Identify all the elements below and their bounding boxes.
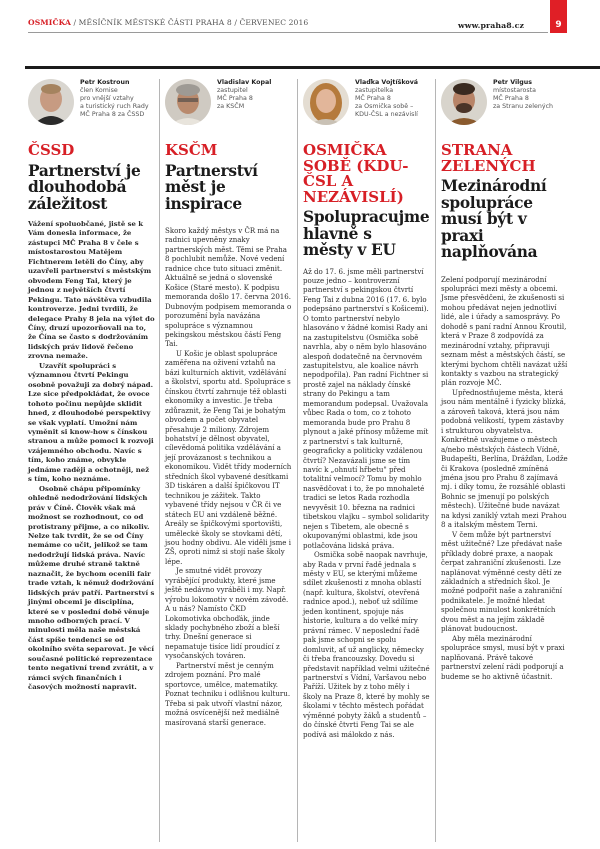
magazine-brand: OSMIČKA: [28, 18, 71, 27]
paragraph: Uzavřít spolupráci s významnou čtvrtí Pekingu osobně považuji za dobrý nápad. Lze sice předpokládat, že ovoce tohoto počinu nepůjde sklidit hned, z dlouhodobé perspektivy se však vyplatí. Umožní nám vyměnit si know-how s čínskou stranou a může pomoci k rozvoji vzájemného obchodu. Navíc s tím, koho známe, obvykle jednáme raději a ochotněji, než s tím, koho neznáme.: [28, 361, 154, 484]
author-block: [441, 79, 568, 131]
author-name: Petr Vilgus: [493, 79, 533, 86]
column-divider: [435, 79, 436, 842]
column-kscm: [165, 79, 292, 847]
column-cssd: [28, 79, 155, 847]
author-role-line: MČ Praha 8: [493, 95, 529, 102]
author-role-line: pro vnější vztahy: [80, 95, 134, 102]
party-name: KSČM: [165, 141, 218, 159]
author-role-line: člen Komise: [80, 87, 118, 94]
paragraph: Je smutné vidět provozy vyrábějící produkty, které jsme ještě nedávno vyráběli i my. Např. výrobu lokomotiv v novém závodě. A u nás? Namísto ČKD Lokomotivka obchoďák, jinde sklady pochybného zboží a bleší trhy. Dnešní generace si nepamatuje tisíce lidí proudící z vysočanských továren.: [165, 566, 289, 661]
author-role-line: zastupitelka: [355, 87, 394, 94]
author-info: [355, 79, 418, 119]
author-photo: [165, 79, 211, 125]
article-title: Spolupracujme hlavně s městy v EU: [303, 208, 430, 259]
paragraph: Osmička sobě naopak navrhuje, aby Rada v první řadě jednala s městy v EU, se kterými můžeme sdílet zkušenosti z mnoha oblastí (např. kultura, školství, otevřená radnice apod.), neboť už sdílíme jeden kontinent, spojuje nás historie, kultura a do velké míry právní rámec. V neposlední řadě pak jsme schopni se spolu domluvit, ať už anglicky, německy či třeba francouzsky. Dovedu si představit například velmi užitečné partnerství s Vídní, Varšavou nebo Paříží. Užitek by z toho měly i školy na Praze 8, které by mohly se školami v těchto městech pořádat výměnné pobyty žáků a studentů – do čínské čtvrti Feng Tai se ale podívá asi málokdo z nás.: [303, 550, 430, 739]
author-block: [303, 79, 430, 131]
author-role-line: místostarosta: [493, 87, 537, 94]
author-block: [165, 79, 292, 131]
paragraph: Aby měla mezinárodní spolupráce smysl, musí být v praxi naplňovaná. Právě takové partnerství zelení rádi podporují a budeme se ho aktivně účastnit.: [441, 633, 565, 681]
author-name: Vlaďka Vojtíšková: [355, 79, 419, 86]
column-divider: [159, 79, 160, 842]
author-info: [80, 79, 149, 119]
author-role-line: MČ Praha 8 za ČSSD: [80, 111, 145, 118]
magazine-subtitle: / MĚSÍČNÍK MĚSTSKÉ ČÁSTI PRAHA 8 / ČERVENEC 2016: [71, 18, 309, 27]
article-body: [441, 275, 568, 681]
party-name: ČSSD: [28, 141, 75, 159]
article-body: [303, 267, 430, 740]
author-role-line: za Osmička sobě –: [355, 103, 414, 110]
paragraph: Skoro každý městys v ČR má na radnici upevněny znaky partnerských měst. Těmi se Praha 8 pochlubit nemůže. Nové vedení radnice chce tuto situaci změnit. Aktuálně se jedná o slovenské Košice (Staré mesto). K podpisu memoranda došlo 17. června 2016. Dubnovým podpisem memoranda o porozumění byla navázána spolupráce s významnou pekingskou městskou částí Feng Tai.: [165, 226, 292, 349]
paragraph: Vážení spoluobčané, jistě se k Vám donesla informace, že zástupci MČ Praha 8 v čele s místostarostou Matějem Fichtnerem letěli do Číny, aby uzavřeli partnerství s městským obvodem Feng Tai, který je jednou z největších čtvrtí Pekingu. Tato návštěva vzbudila kontroverze. Jedni tvrdili, že delegace Prahy 8 jela na výlet do Číny, druzí upozorňovali na to, že Čína se často s dodržováním lidských práv lidově řečeno zrovna nemaže.: [28, 220, 155, 361]
article-title: Partnerství je dlouhodobá záležitost: [28, 161, 141, 213]
author-info: [493, 79, 553, 111]
article-body: [165, 226, 292, 727]
author-block: [28, 79, 155, 131]
author-info: [217, 79, 271, 111]
author-name: Vladislav Kopal: [217, 79, 272, 86]
author-photo: [441, 79, 487, 125]
paragraph: Zelení podporují mezinárodní spolupráci mezi městy a obcemi. Jsme přesvědčeni, že zkušenosti si mohou předávat nejen jednotliví lidé, ale i úřady a samosprávy. Po dohodě s paní radní Annou Kroutil, která v Praze 8 zodpovídá za mezinárodní vztahy, připravuji seznam měst a městských částí, se kterými bychom chtěli navázat užší kontakty s vazbou na strategický plán rozvoje MČ.: [441, 274, 568, 388]
paragraph: Upřednostňujeme města, která jsou nám mentálně i fyzicky blízká, a zároveň taková, která jsou nám podobná velikostí, typem zástavby i strukturou obyvatelstva. Konkrétně uvažujeme o městech a/nebo městských částech Vídně, Budapešti, Berlína, Drážďan, Lodže či Krakova (posledně zmíněná jména jsou pro Prahu 8 zajímavá mj. i díky tomu, že rozsáhlé oblasti Bohnic se jmenují po polských městech). Užitečné bude navázat na kdysi zaniklý vztah mezi Prahou 8 a italským městem Terni.: [441, 387, 568, 530]
page-number: 9: [550, 0, 567, 33]
paragraph: Osobně chápu připomínky ohledně nedodržování lidských práv v Číně. Člověk však má možnost se rozhodnout, co od protistrany přijme, a co nikoliv. Nelze tak tvrdit, že se od Číny nemáme co učit, jelikož se tam nedodržují lidská práva. Navíc můžeme druhé straně taktně naznačit, že bychom ocenili fair trade vztah, k němuž dodržování lidských práv patří. Partnerství s jinými obcemi je disciplína, které se v poslední době věnuje mnoho odborných prací. V minulosti měla naše městská část spíše tendenci se od okolního světa separovat. Je věcí současné politické reprezentace tento negativní trend zvrátit, a v rámci svých finančních i časových možností napravit.: [28, 484, 155, 692]
column-strana-zelenych: [441, 79, 568, 847]
party-name: STRANA ZELENÝCH: [441, 141, 536, 175]
paragraph: Partnerství měst je cenným zdrojem poznání. Pro malé sportovce, umělce, matematiky. Poznat techniku i odlišnou kulturu. Třeba si pak utvoří vlastní názor, možná osvícenější než mediálně masírovaná starší generace.: [165, 660, 291, 727]
author-role-line: a turistický ruch Rady: [80, 103, 149, 110]
author-role-line: zastupitel: [217, 87, 248, 94]
top-rule: [25, 66, 600, 69]
author-role-line: MČ Praha 8: [217, 95, 253, 102]
article-title: Mezinárodní spolupráce musí být v praxi naplňována: [441, 177, 547, 261]
party-name: OSMIČKA SOBĚ (KDU-ČSL A NEZÁVISLÍ): [303, 141, 409, 206]
website-link[interactable]: www.praha8.cz: [457, 21, 524, 30]
article-title: Partnerství měst je inspirace: [165, 161, 258, 213]
paragraph: V čem může být partnerství měst užitečné? Lze předávat naše příklady dobré praxe, a naopak čerpat zahraniční zkušenosti. Lze naplánovat výměnné cesty dětí ze základních a středních škol. Je možné podpořit naše a zahraniční podnikatele. Je možné hledat společnou minulost konkrétních dvou měst a na jejím základě plánovat budoucnost.: [441, 529, 563, 634]
author-photo: [28, 79, 74, 125]
column-divider: [297, 79, 298, 842]
author-photo: [303, 79, 349, 125]
paragraph: U Košic je oblast spolupráce zaměřena na oživení vztahů na bázi kulturních aktivit, vzdělávání a školství, sportu atd. Spolupráce s čínskou čtvrtí zahrnuje též oblasti ekonomiky a investic. Je třeba zdůraznit, že Feng Tai je bohatým obvodem a počet obyvatel přesahuje 2 miliony. Zdrojem bohatství je dělnost obyvatel, cílevědomá politika vzdělávání a její provázanost s technikou a ekonomikou. Vidět třídy moderních středních škol vybavené desítkami 3D tiskáren a další špičkovou IT technikou je zážitek. Takto vybavené třídy nejsou v ČR či ve státech EU ani vzdáleně běžné. Areály se špičkovými sportovišti, uměleckė školy se stovkami dětí, jsou hodny obdivu. Ale viděli jsme i ZŠ, oproti nimž si stojí naše školy lépe.: [165, 348, 292, 566]
author-role-line: MČ Praha 8: [355, 95, 391, 102]
running-header: [28, 18, 548, 33]
author-role-line: za Stranu zelených: [493, 103, 554, 110]
author-name: Petr Kostroun: [80, 79, 130, 86]
author-role-line: za KSČM: [217, 103, 245, 110]
author-role-line: KDU-ČSL a nezávislí: [355, 111, 418, 118]
article-body: [28, 220, 155, 693]
paragraph: Až do 17. 6. jsme měli partnerství pouze jedno – kontroverzní partnerství s pekingskou čtvrtí Feng Tai z dubna 2016 (17. 6. bylo podepsáno partnerství s Košicemi). O tomto partnerství nebylo hlasováno v žádné komisi Rady ani na zastupitelstvu (Osmička sobě navrhla, aby o něm bylo hlasováno alespoň dodatečně na červnovém zastupitelstvu, ale koalice návrh nepodpořila). Pan radní Fichtner si prostě zajel na náklady čínské strany do Pekingu a tam memorandum podepsal. Uvažovala vůbec Rada o tom, co z tohoto memoranda bude pro Prahu 8 plynout a jaké přínosy můžeme mít z partnerství s tak kulturně, geograficky a politicky vzdálenou čtvrtí? Nezavázali jsme se tím navíc k „ohnutí hřbetu" před totalitní velmocí? Tomu by mohlo nasvědčovat i to, že po mnohaleté tradici se letos Rada rozhodla nevyvěsit 10. března na radnici tibetskou vlajku – symbol solidarity nejen s Tibetem, ale obecně s okupovanými oblastmi, kde jsou potlačována lidská práva.: [303, 266, 429, 550]
column-osmicka-sobe: [303, 79, 430, 847]
